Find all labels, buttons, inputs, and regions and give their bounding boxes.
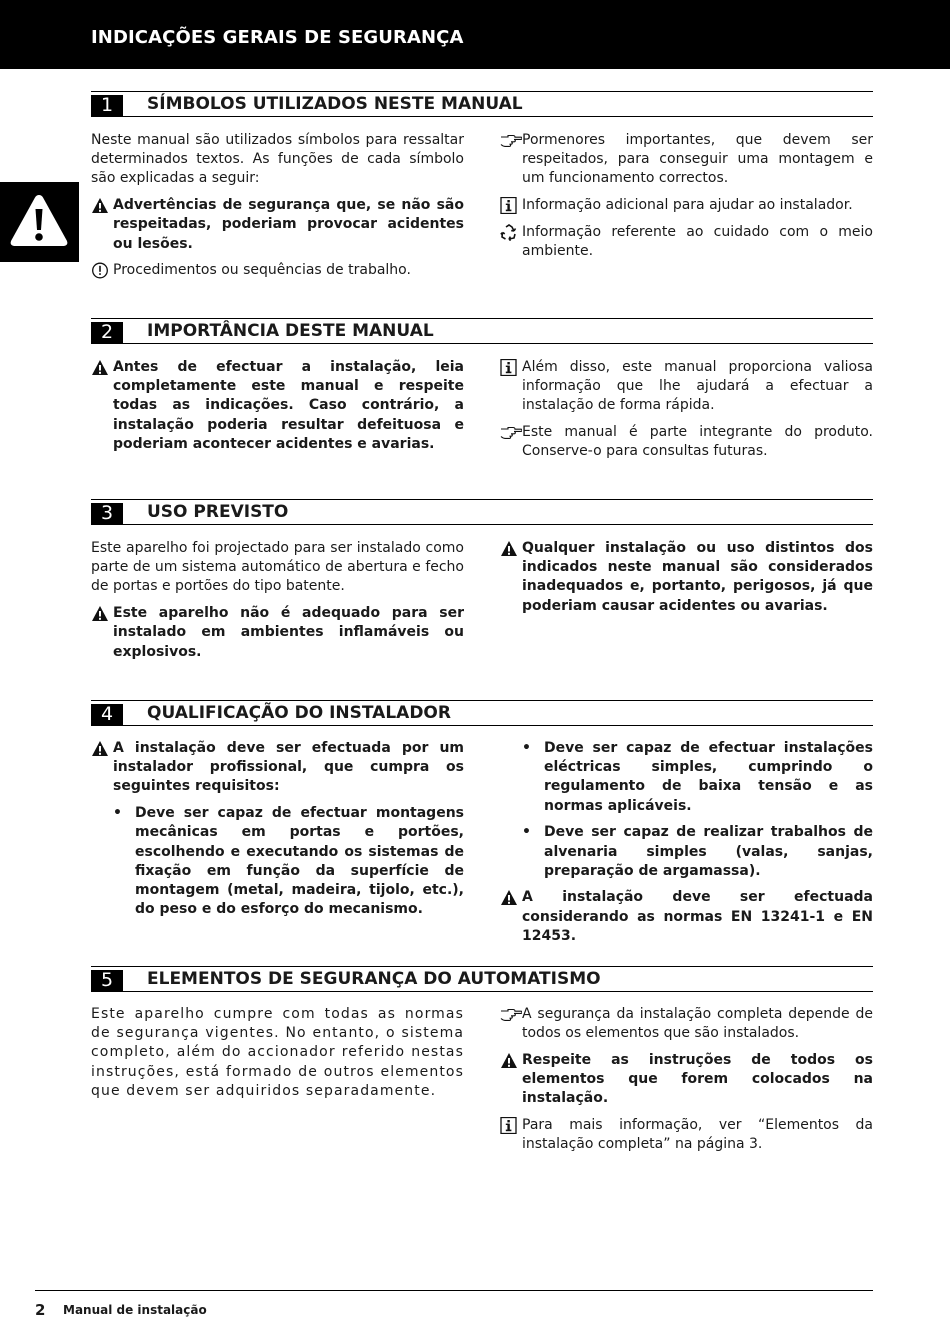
section-number: 5 [91, 970, 123, 991]
section-4-right-warning-item [500, 888, 873, 946]
warning-triangle-icon [91, 605, 109, 622]
section-3-warning-text: Este aparelho não é adequado para ser instalado em ambientes inflamáveis ou explosivos. [113, 605, 464, 660]
section-1-details-text: Pormenores importantes, que devem ser respeitados, para conseguir uma montagem e um funcionamento correctos. [522, 132, 873, 187]
warning-triangle-icon [500, 540, 518, 557]
warning-triangle-icon [91, 197, 109, 214]
section-4-right-warning-text: A instalação deve ser efectuada considerando as normas EN 13241-1 e EN 12453. [522, 889, 873, 944]
warning-triangle-icon [91, 740, 109, 757]
section-1-environment-item [500, 223, 873, 261]
section-title: USO PREVISTO [147, 502, 289, 522]
section-number: 4 [91, 704, 123, 725]
section-number: 2 [91, 322, 123, 343]
safety-side-tab [0, 182, 79, 262]
section-1-intro: Neste manual são utilizados símbolos para ressaltar determinados textos. As funções de cada símbolo são explicadas a seguir: [91, 132, 464, 187]
section-5-warning-text: Respeite as instruções de todos os elementos que forem colocados na instalação. [522, 1051, 873, 1107]
section-2-details-text: Este manual é parte integrante do produto. Conserve-o para consultas futuras. [522, 424, 873, 460]
section-2-right-column [500, 358, 873, 469]
section-3-header [91, 499, 873, 525]
pointing-hand-icon [500, 1006, 522, 1023]
procedure-icon [91, 262, 109, 279]
section-1-warning-text: Advertências de segurança que, se não são respeitadas, poderiam provocar acidentes ou lesões. [113, 197, 464, 252]
section-1-info-item [500, 196, 873, 215]
section-5-left-column [91, 1005, 464, 1109]
section-4-right-column [500, 739, 873, 954]
section-title: SÍMBOLOS UTILIZADOS NESTE MANUAL [147, 94, 523, 114]
section-3-warning-item [91, 604, 464, 662]
section-1-details-item [500, 131, 873, 189]
info-icon [500, 1117, 518, 1134]
section-3-left-column [91, 539, 464, 669]
section-1-procedure-item [91, 261, 464, 280]
page-footer [35, 1290, 873, 1321]
section-3-text: Este aparelho foi projectado para ser instalado como parte de um sistema automático de abertura e fecho de portas e portões do tipo batente. [91, 540, 464, 595]
section-1-warning-item [91, 196, 464, 254]
page-number: 2 [35, 1301, 46, 1319]
section-4-warning-text: A instalação deve ser efectuada por um instalador profissional, que cumpra os seguintes requisitos: [113, 740, 464, 795]
page-header-title: INDICAÇÕES GERAIS DE SEGURANÇA [91, 27, 464, 48]
section-4-warning-item [91, 739, 464, 797]
section-2-info-item [500, 358, 873, 416]
warning-triangle-icon [500, 889, 518, 906]
section-3-right-column [500, 539, 873, 623]
warning-triangle-icon [91, 359, 109, 376]
section-title: ELEMENTOS DE SEGURANÇA DO AUTOMATISMO [147, 969, 601, 989]
section-4-header [91, 700, 873, 726]
footer-label: Manual de instalação [63, 1303, 207, 1317]
info-icon [500, 359, 518, 376]
pointing-hand-icon [500, 132, 522, 149]
section-1-procedure-text: Procedimentos ou sequências de trabalho. [113, 262, 411, 279]
section-5-text: Este aparelho cumpre com todas as normas de segurança vigentes. No entanto, o sistema completo, além do accionador referido nestas instruções, está formado de outros elementos que devem ser adquiridos separadamente. [91, 1006, 464, 1099]
section-number: 1 [91, 95, 123, 116]
section-2-info-text: Além disso, este manual proporciona valiosa informação que lhe ajudará a efectuar a instalação de forma rápida. [522, 359, 873, 414]
section-3-right-warning-item [500, 539, 873, 616]
section-number: 3 [91, 503, 123, 524]
section-1-right-column [500, 131, 873, 269]
section-4-bullet-item: • Deve ser capaz de efectuar montagens mecânicas em portas e portões, escolhendo e executando os sistemas de fixação em função da superfície de montagem (metal, madeira, tijolo, etc.), do peso e do esforço do mecanismo. [113, 804, 464, 919]
info-icon [500, 197, 518, 214]
section-1-environment-text: Informação referente ao cuidado com o meio ambiente. [522, 223, 873, 260]
section-2-warning-text: Antes de efectuar a instalação, leia completamente este manual e respeite todas as indicações. Caso contrário, a instalação poderia resultar defeituosa e poderiam acontecer acidentes e avarias. [113, 359, 464, 452]
page-header-bar [0, 0, 950, 69]
section-2-details-item [500, 423, 873, 461]
section-4-bullet-item: • Deve ser capaz de realizar trabalhos de alvenaria simples (valas, sanjas, preparação de argamassa). [522, 823, 873, 881]
section-4-bullet-item: • Deve ser capaz de efectuar instalações eléctricas simples, cumprindo o regulamento de baixa tensão e as normas aplicáveis. [522, 739, 873, 816]
section-2-left-column [91, 358, 464, 462]
section-1-header [91, 91, 873, 117]
warning-icon [8, 192, 70, 250]
section-5-details-text: A segurança da instalação completa depende de todos os elementos que são instalados. [522, 1006, 873, 1042]
section-title: IMPORTÂNCIA DESTE MANUAL [147, 321, 434, 341]
section-5-warning-item [500, 1051, 873, 1109]
section-4-left-column [91, 739, 464, 927]
section-5-info-item [500, 1116, 873, 1154]
pointing-hand-icon [500, 424, 522, 441]
section-5-header [91, 966, 873, 992]
section-5-info-text: Para mais informação, ver “Elementos da instalação completa” na página 3. [522, 1117, 873, 1153]
warning-triangle-icon [500, 1052, 518, 1069]
recycle-icon [500, 224, 518, 241]
section-5-right-column [500, 1005, 873, 1162]
section-1-left-column [91, 131, 464, 288]
section-2-warning-item [91, 358, 464, 454]
section-2-header [91, 318, 873, 344]
section-1-info-text: Informação adicional para ajudar ao instalador. [522, 197, 853, 214]
section-title: QUALIFICAÇÃO DO INSTALADOR [147, 703, 451, 723]
section-5-details-item [500, 1005, 873, 1043]
section-3-right-warning-text: Qualquer instalação ou uso distintos dos indicados neste manual são considerados inadequados e, portanto, perigosos, já que poderiam causar acidentes ou avarias. [522, 540, 873, 614]
